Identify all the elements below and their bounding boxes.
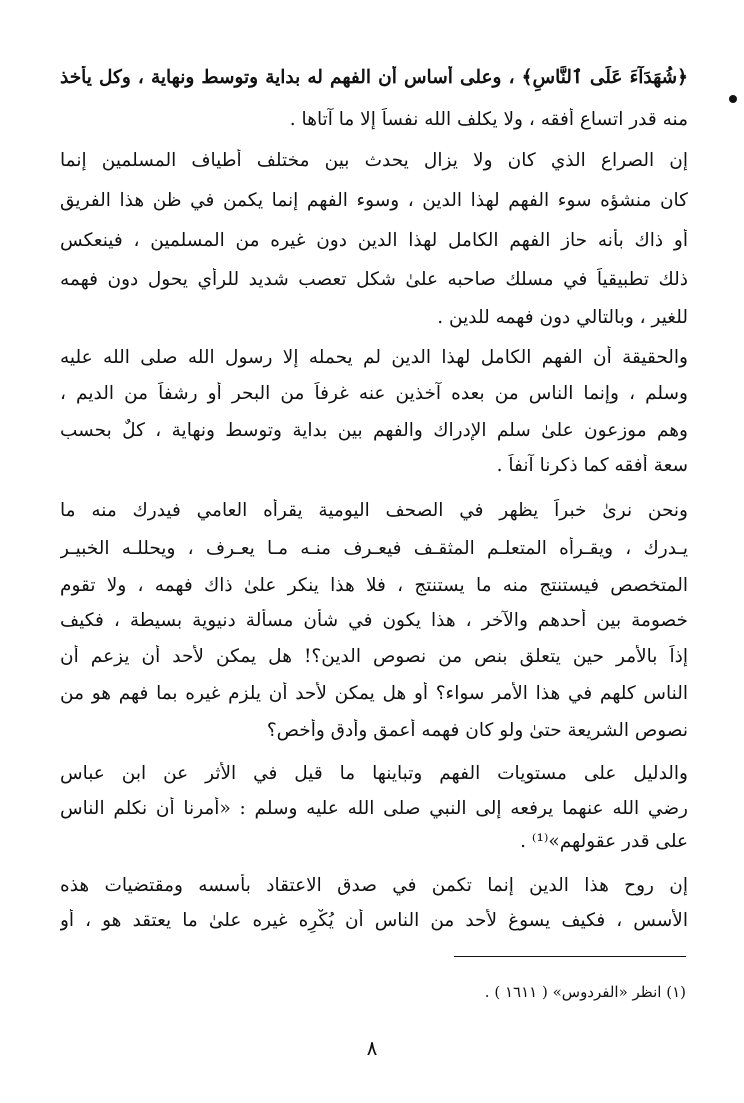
page-number: ٨ [366, 1036, 378, 1060]
margin-mark [729, 95, 737, 103]
text-line: نصوص الشريعة حتىٰ ولو كان فهمه أعمق وأدق وأخص؟ [266, 720, 688, 741]
text-line: سعة أُفقه كما ذكرنا آنفاً . [496, 455, 688, 476]
text-line: الناس كلهم في هذا الأمر سواء؟ أو هل يمكن لأحد أن يلزم غيره بما فهم هو من [60, 683, 688, 704]
text-line: للغير ، وبالتالي دون فهمه للدين . [437, 307, 688, 328]
text-line: خصومة بين أحدهم والآخر ، هذا يكون في شأن مسألة دنيوية بسيطة ، فكيف [60, 610, 688, 631]
text-line-quran-verse: ﴿شُهَدَآءَ عَلَى ٱلنَّاسِ﴾ ، وعلى أساس أن الفهم له بداية وتوسط ونهاية ، وكل يأخذ [60, 67, 688, 88]
text-line: وسلم ، وإنما الناس من بعده آخذين عنه غرفاً من البحر أو رشفاً من الديم ، [60, 383, 688, 404]
text-line: منه قدر اتساع أفقه ، ولا يكلف الله نفساً إلا ما آتاها . [289, 109, 688, 130]
paragraph-start-line: ونحن نرىٰ خبراً يظهر في الصحف اليومية يقرأه العامي فيدرك منه ما [60, 500, 688, 521]
text-line: الأسس ، فكيف يسوغ لأحد من الناس أن يُكْرِه غيره علىٰ ما يعتقد هو ، أو [60, 910, 688, 931]
paragraph-start-line: والدليل على مستويات الفهم وتباينها ما قيل في الأثر عن ابن عباس [60, 763, 688, 784]
text-line: رضي الله عنهما يرفعه إلى النبي صلى الله عليه وسلم : «أمرنا أن نكلم الناس [60, 798, 688, 819]
text-line: إذاً بالأمر حين يتعلق بنص من نصوص الدين؟! هل يمكن لأحد أن يزعم أن [60, 646, 688, 667]
text-line: وهم موزعون علىٰ سلم الإدراك والفهم بين بداية وتوسط ونهاية ، كلٌ بحسب [60, 420, 688, 441]
footnote-divider [454, 956, 686, 957]
paragraph-start-line: إن روح هذا الدين إنما تكمن في صدق الاعتقاد بأسسه ومقتضيات هذه [60, 875, 688, 896]
text-line: كان منشؤه سوء الفهم لهذا الدين ، وسوء الفهم إنما يكمن في ظن هذا الفريق [60, 190, 688, 211]
paragraph-start-line: والحقيقة أن الفهم الكامل لهذا الدين لم يحمله إلا رسول الله صلى الله عليه [60, 347, 688, 368]
text-line: على قدر عقولهم»⁽¹⁾ . [520, 831, 688, 852]
text-line: المتخصص فيستنتج منه ما يستنتج ، فلا هذا ينكر علىٰ ذاك فهمه ، ولا تقوم [60, 575, 688, 596]
text-line: يـدرك ، ويقـرأه المتعلـم المثقـف فيعـرف منـه مـا يعـرف ، ويحللـه الخبيـر [60, 538, 688, 559]
footnote: (١) انظر «الفردوس» ( ١٦١١ ) . [484, 983, 686, 1001]
text-line: أو ذاك بأنه حاز الفهم الكامل لهذا الدين دون غيره من المسلمين ، فينعكس [60, 230, 688, 251]
paragraph-start-line: إن الصراع الذي كان ولا يزال يحدث بين مختلف أطياف المسلمين إنما [60, 150, 688, 171]
text-line: ذلك تطبيقياً في مسلك صاحبه علىٰ شكل تعصب شديد للرأي يحول دون فهمه [60, 269, 688, 290]
